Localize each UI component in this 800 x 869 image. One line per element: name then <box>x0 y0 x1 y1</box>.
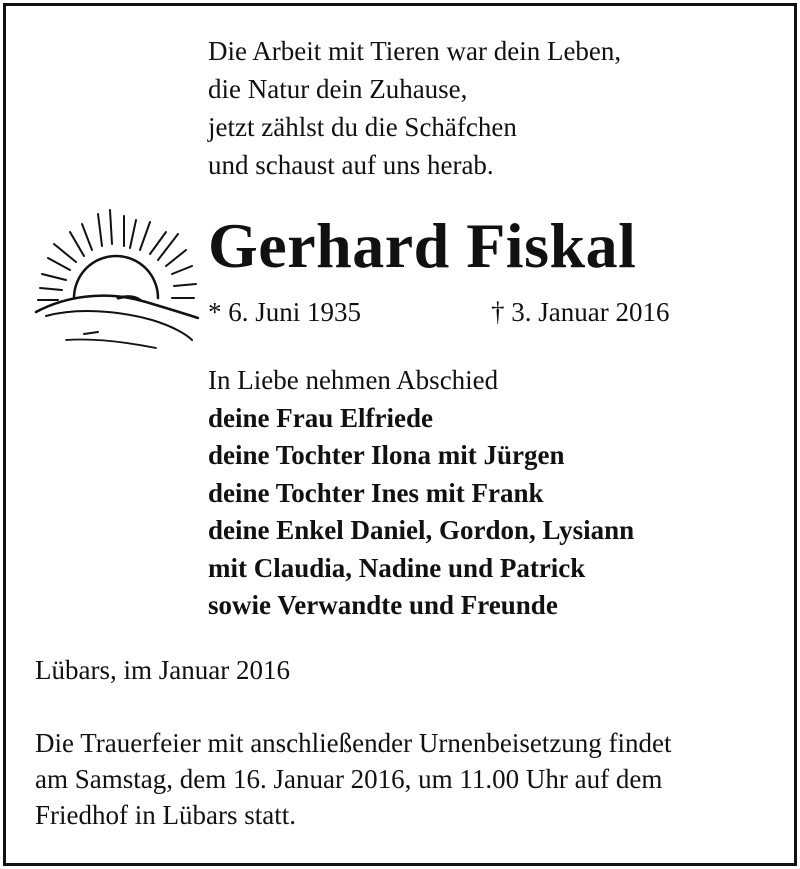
poem-line: die Natur dein Zuhause, <box>208 74 468 104</box>
notice-line: am Samstag, dem 16. Januar 2016, um 11.00 Uhr auf dem <box>35 764 663 794</box>
poem-line: jetzt zählst du die Schäfchen <box>208 112 517 142</box>
poem-line: Die Arbeit mit Tieren war dein Leben, <box>208 36 622 66</box>
mourners-intro: In Liebe nehmen Abschied <box>208 365 499 395</box>
mourners-list <box>208 362 634 625</box>
place-date: Lübars, im Januar 2016 <box>35 655 290 685</box>
mourner-line: deine Enkel Daniel, Gordon, Lysiann <box>208 515 635 545</box>
death-date: † 3. Januar 2016 <box>491 297 670 327</box>
memorial-poem <box>208 32 621 184</box>
mourner-line: deine Frau Elfriede <box>208 402 433 433</box>
birth-date: * 6. Juni 1935 <box>208 297 362 327</box>
sunset-over-hills-icon <box>26 200 202 360</box>
notice-line: Friedhof in Lübars statt. <box>35 800 296 830</box>
poem-line: und schaust auf uns herab. <box>208 150 494 180</box>
notice-line: Die Trauerfeier mit anschließender Urnenbeisetzung findet <box>35 728 672 758</box>
mourner-line: deine Tochter Ines mit Frank <box>208 477 544 508</box>
mourner-line: deine Tochter Ilona mit Jürgen <box>208 440 565 470</box>
deceased-name: Gerhard Fiskal <box>208 210 637 281</box>
funeral-notice <box>35 725 672 833</box>
mourner-line: mit Claudia, Nadine und Patrick <box>208 552 586 583</box>
mourner-line: sowie Verwandte und Freunde <box>208 590 558 620</box>
